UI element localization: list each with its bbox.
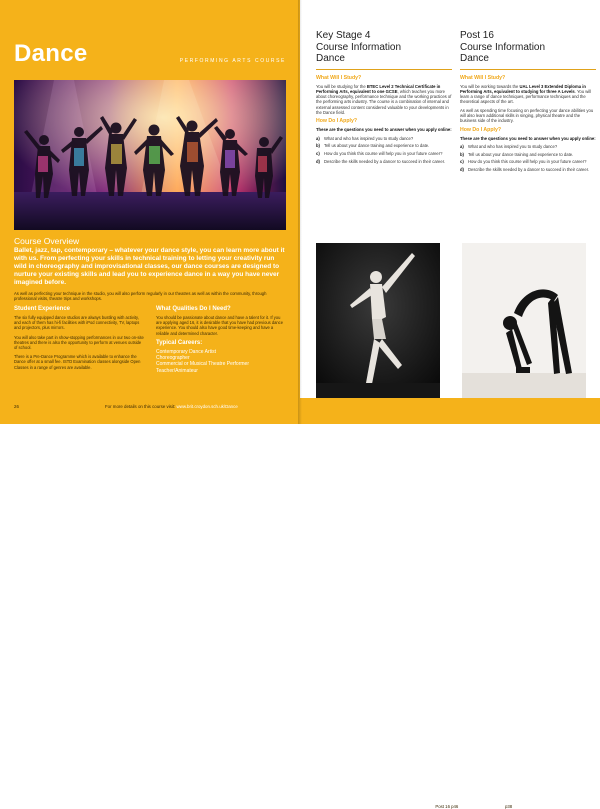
career-item: Choreographer bbox=[156, 355, 190, 362]
related-course-link[interactable]: Community Arts Practice bbox=[372, 804, 434, 809]
post16-question bbox=[460, 144, 596, 149]
ks4-study-text: You will be studying for the bbox=[316, 83, 367, 89]
solo-dancer-photo bbox=[316, 243, 440, 399]
ks4-apply-intro-text: These are the questions you need to answer when you apply online: bbox=[316, 127, 452, 133]
ks4-study-paragraph bbox=[316, 84, 452, 116]
post16-apply-heading: How Do I Apply? bbox=[460, 126, 502, 133]
post16-heading-line: Dance bbox=[460, 53, 489, 64]
student-experience-paragraph: The six fully equipped dance studios are always bustling with activity, and each of them has hi-fi facilities with iPod connectivity, TV, laptops and projectors, plus mirrors. bbox=[14, 315, 140, 331]
question-text: How do you think this course will help you in your future career? bbox=[324, 151, 443, 157]
overview-lead: Ballet, jazz, tap, contemporary – whatever your dance style, you can learn more about it with us. From perfecting your skills in technical training to letting your creativity run wild in choreography and improvisational classes, our dance courses are designed to nurture your existing skills and lead you to experience dance in a way you have never imagined before. bbox=[14, 247, 285, 286]
career-item: Contemporary Dance Artist bbox=[156, 348, 217, 355]
solo-dancer-illustration bbox=[316, 243, 440, 399]
dance-stage-illustration bbox=[14, 80, 286, 230]
student-experience-heading: Student Experience bbox=[14, 306, 71, 312]
overview-intro: As well as perfecting your technique in the studio, you will also perform regularly in our theatres as well as within the community, through professional visits, theatre trips and workshops. bbox=[14, 291, 267, 302]
question-text: Tell us about your dance training and experience to date. bbox=[324, 143, 430, 149]
may-also-like-label: You May Also Like: bbox=[324, 804, 371, 809]
page-fold-shadow bbox=[298, 0, 302, 424]
question-letter: a) bbox=[460, 143, 464, 149]
ks4-question bbox=[316, 143, 452, 148]
post16-question bbox=[460, 167, 596, 172]
separator: | bbox=[460, 804, 462, 809]
ks4-column bbox=[316, 30, 452, 167]
stretching-dancer-photo bbox=[462, 243, 586, 399]
stretching-dancer-illustration bbox=[462, 243, 586, 399]
question-letter: b) bbox=[460, 151, 464, 157]
post16-question bbox=[460, 159, 596, 164]
overview-heading: Course Overview bbox=[14, 236, 80, 246]
qualities-column bbox=[156, 306, 286, 374]
question-text: Tell us about your dance training and experience to date. bbox=[468, 151, 574, 157]
page-number: 26 bbox=[14, 404, 19, 409]
ks4-heading-line: Dance bbox=[316, 53, 345, 64]
post16-study-text: You will be working towards the bbox=[460, 83, 520, 89]
career-item: Commercial or Musical Theatre Performer bbox=[156, 361, 249, 368]
ks4-heading-line: Key Stage 4 bbox=[316, 30, 371, 41]
careers-heading: Typical Careers: bbox=[156, 339, 203, 346]
subject-label: PERFORMING ARTS COURSE bbox=[179, 58, 286, 64]
related-course-page: Post 16 p46 bbox=[435, 804, 459, 809]
related-course-link[interactable]: Musical Theatre bbox=[463, 804, 504, 809]
post16-column bbox=[460, 30, 596, 175]
post16-study-paragraph bbox=[460, 84, 596, 105]
you-may-also-like-bar bbox=[300, 398, 600, 809]
ks4-study-text: , which teaches you more about choreography, performance technique and the working practices of the performing arts industry. The course is a combination of internal and external assessed content considered valuable to your developments in the Dance field. bbox=[316, 88, 452, 115]
dance-group-photo bbox=[14, 80, 286, 230]
ks4-study-heading: What Will I Study? bbox=[316, 74, 362, 81]
post16-heading-line: Course Information bbox=[460, 41, 546, 53]
page-title: Dance bbox=[14, 40, 88, 67]
ks4-apply-heading: How Do I Apply? bbox=[316, 118, 358, 125]
qualities-paragraph: You should be passionate about dance and have a talent for it. If you are applying aged 16, it is desirable that you have had previous dance experience. You should also have good time-keeping and have a reliable and determined character. bbox=[156, 315, 283, 336]
post16-qualification: UAL Level 3 Extended Diploma in Performing Arts, equivalent to studying for three A Levels bbox=[460, 83, 586, 94]
ks4-heading-line: Course Information bbox=[316, 41, 402, 53]
ks4-qualification: BTEC Level 2 Technical Certificate in Performing Arts, equivalent to one GCSE bbox=[316, 83, 441, 94]
question-letter: c) bbox=[460, 159, 464, 165]
post16-study-text: . You will learn a range of dance techniques, performance techniques and the theoretical aspects of the art. bbox=[460, 88, 592, 105]
post16-heading-line: Post 16 bbox=[460, 30, 494, 41]
course-link-footer bbox=[105, 404, 238, 409]
divider bbox=[460, 69, 596, 70]
post16-study-heading: What Will I Study? bbox=[460, 74, 506, 81]
ks4-question bbox=[316, 151, 452, 156]
related-courses bbox=[324, 804, 512, 809]
question-letter: d) bbox=[460, 167, 464, 173]
ks4-apply-intro bbox=[316, 127, 452, 132]
post16-study-paragraph-2: As well as spending time focusing on perfecting your dance abilities you will also learn additional skills in singing, physical theatre and the business side of the industry. bbox=[460, 107, 594, 124]
post16-question bbox=[460, 152, 596, 157]
question-text: Describe the skills needed by a dancer to succeed in their career. bbox=[468, 167, 590, 173]
post16-apply-intro bbox=[460, 136, 596, 141]
ks4-question bbox=[316, 136, 452, 141]
post16-apply-intro-text: These are the questions you need to answer when you apply online: bbox=[460, 135, 596, 141]
right-page bbox=[300, 0, 600, 809]
question-text: What and who has inspired you to study dance? bbox=[468, 143, 558, 149]
ks4-question bbox=[316, 159, 452, 164]
career-item: Teacher/Animateur bbox=[156, 367, 198, 374]
footer-text: For more details on this course visit: bbox=[105, 404, 176, 409]
question-text: Describe the skills needed by a dancer to succeed in their career. bbox=[324, 158, 446, 164]
student-experience-paragraph: There is a Pre-Dance Programme which is available to enhance the Dance offer at a small fee. ISTD Examination classes alongside Open Classes in a range of genres are available. bbox=[14, 354, 141, 370]
question-letter: c) bbox=[316, 151, 320, 157]
student-experience-paragraph: You will also take part in show-stopping performances in our two on-site theatres and there is also the opportunity to perform at venues outside of school. bbox=[14, 334, 144, 351]
divider bbox=[316, 69, 452, 70]
question-letter: a) bbox=[316, 135, 320, 141]
course-url-link[interactable]: www.brit.croydon.sch.uk/Dance bbox=[176, 404, 238, 409]
question-text: What and who has inspired you to study dance? bbox=[324, 135, 414, 141]
question-letter: d) bbox=[316, 158, 320, 164]
question-text: How do you think this course will help you in your future career? bbox=[468, 159, 587, 165]
qualities-heading: What Qualities Do I Need? bbox=[156, 306, 231, 312]
left-page bbox=[0, 0, 300, 424]
student-experience-column bbox=[14, 306, 144, 374]
related-course-page: p38 bbox=[504, 804, 513, 809]
question-letter: b) bbox=[316, 143, 320, 149]
